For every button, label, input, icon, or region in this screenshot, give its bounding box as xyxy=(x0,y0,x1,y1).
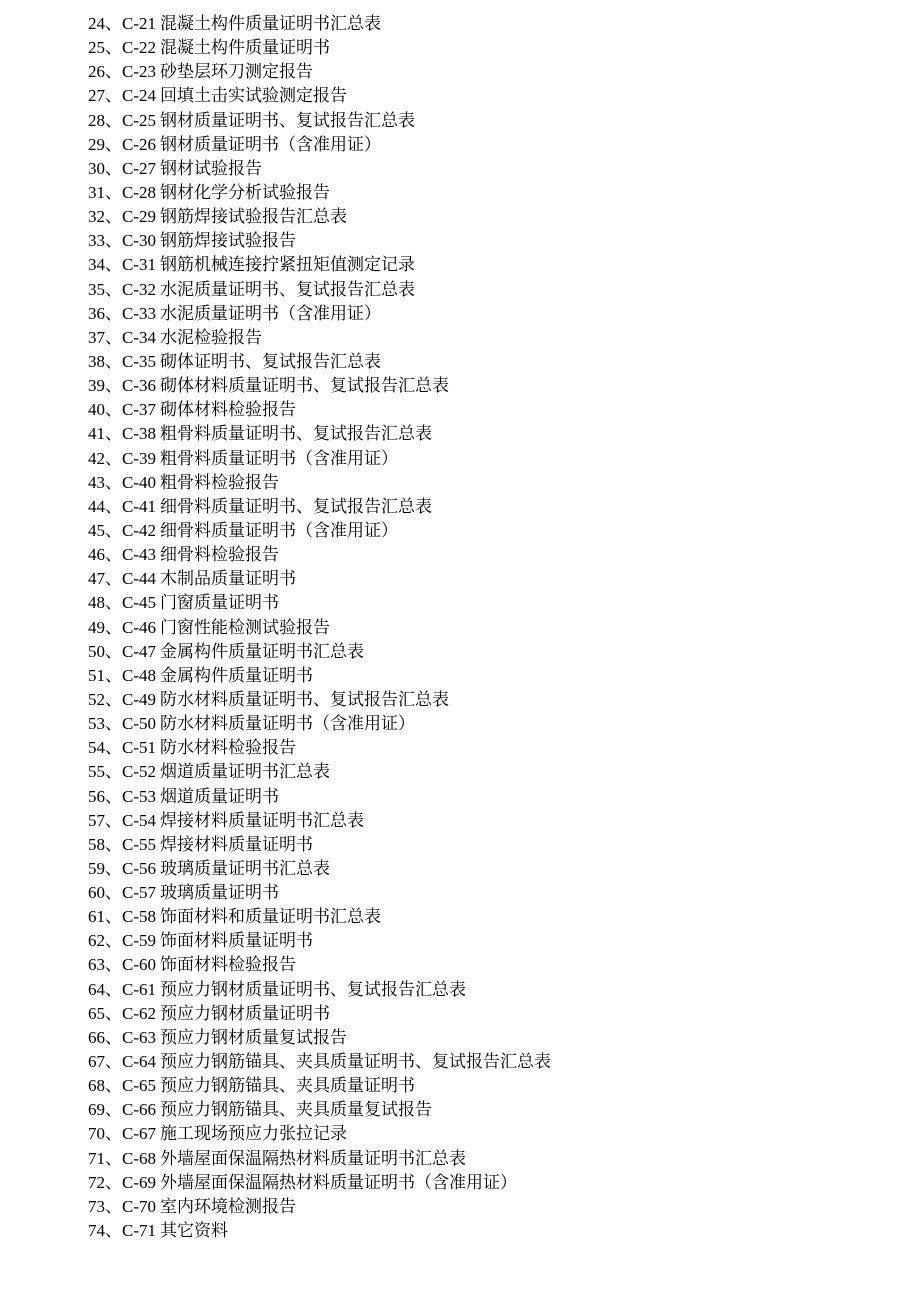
item-code: C-58 xyxy=(122,907,156,927)
item-number: 66 xyxy=(88,1027,105,1047)
list-item xyxy=(88,881,551,905)
item-number: 63 xyxy=(88,955,105,975)
item-separator: 、 xyxy=(105,762,122,782)
item-title: 预应力钢筋锚具、夹具质量复试报告 xyxy=(160,1100,432,1120)
list-item xyxy=(88,229,551,253)
item-code: C-61 xyxy=(122,979,156,999)
item-separator: 、 xyxy=(105,858,122,878)
list-item xyxy=(88,398,551,422)
item-title: 砂垫层环刀测定报告 xyxy=(160,62,313,82)
list-item xyxy=(88,616,551,640)
list-item xyxy=(88,350,551,374)
item-title: 防水材料检验报告 xyxy=(160,738,296,758)
item-title: 砌体材料质量证明书、复试报告汇总表 xyxy=(160,376,449,396)
item-separator: 、 xyxy=(105,665,122,685)
list-item xyxy=(88,736,551,760)
item-separator: 、 xyxy=(105,545,122,565)
item-number: 50 xyxy=(88,641,105,661)
list-item xyxy=(88,447,551,471)
item-number: 68 xyxy=(88,1076,105,1096)
item-code: C-59 xyxy=(122,931,156,951)
list-item xyxy=(88,157,551,181)
item-title: 钢材质量证明书、复试报告汇总表 xyxy=(160,110,415,130)
list-item xyxy=(88,278,551,302)
item-separator: 、 xyxy=(105,520,122,540)
list-item xyxy=(88,205,551,229)
item-separator: 、 xyxy=(105,1003,122,1023)
list-item xyxy=(88,760,551,784)
item-number: 34 xyxy=(88,255,105,275)
item-code: C-44 xyxy=(122,569,156,589)
item-number: 65 xyxy=(88,1003,105,1023)
item-separator: 、 xyxy=(105,424,122,444)
item-title: 粗骨料质量证明书（含准用证） xyxy=(160,448,398,468)
list-item xyxy=(88,1195,551,1219)
item-separator: 、 xyxy=(105,110,122,130)
item-number: 33 xyxy=(88,231,105,251)
item-code: C-52 xyxy=(122,762,156,782)
list-item xyxy=(88,422,551,446)
list-item xyxy=(88,1098,551,1122)
item-code: C-70 xyxy=(122,1196,156,1216)
item-number: 51 xyxy=(88,665,105,685)
item-title: 水泥质量证明书、复试报告汇总表 xyxy=(160,279,415,299)
item-code: C-54 xyxy=(122,810,156,830)
item-code: C-25 xyxy=(122,110,156,130)
item-code: C-65 xyxy=(122,1076,156,1096)
item-code: C-33 xyxy=(122,303,156,323)
item-separator: 、 xyxy=(105,303,122,323)
item-number: 32 xyxy=(88,207,105,227)
item-code: C-64 xyxy=(122,1052,156,1072)
item-title: 外墙屋面保温隔热材料质量证明书汇总表 xyxy=(160,1148,466,1168)
item-title: 预应力钢材质量证明书 xyxy=(160,1003,330,1023)
item-number: 72 xyxy=(88,1172,105,1192)
item-title: 烟道质量证明书汇总表 xyxy=(160,762,330,782)
list-item xyxy=(88,1122,551,1146)
item-number: 45 xyxy=(88,520,105,540)
list-item xyxy=(88,36,551,60)
list-item xyxy=(88,495,551,519)
item-title: 钢材质量证明书（含准用证） xyxy=(160,134,381,154)
item-title: 玻璃质量证明书 xyxy=(160,883,279,903)
item-separator: 、 xyxy=(105,931,122,951)
item-title: 细骨料质量证明书（含准用证） xyxy=(160,520,398,540)
item-code: C-40 xyxy=(122,472,156,492)
item-number: 62 xyxy=(88,931,105,951)
item-separator: 、 xyxy=(105,327,122,347)
item-separator: 、 xyxy=(105,158,122,178)
item-title: 混凝土构件质量证明书汇总表 xyxy=(160,14,381,33)
item-code: C-34 xyxy=(122,327,156,347)
item-code: C-35 xyxy=(122,351,156,371)
item-separator: 、 xyxy=(105,1100,122,1120)
item-separator: 、 xyxy=(105,834,122,854)
list-item xyxy=(88,471,551,495)
list-item xyxy=(88,833,551,857)
item-code: C-22 xyxy=(122,38,156,58)
list-item xyxy=(88,809,551,833)
item-number: 39 xyxy=(88,376,105,396)
list-item xyxy=(88,1219,551,1243)
item-separator: 、 xyxy=(105,62,122,82)
item-number: 56 xyxy=(88,786,105,806)
item-separator: 、 xyxy=(105,1124,122,1144)
list-item xyxy=(88,664,551,688)
item-code: C-39 xyxy=(122,448,156,468)
item-separator: 、 xyxy=(105,1076,122,1096)
list-item xyxy=(88,929,551,953)
item-code: C-56 xyxy=(122,858,156,878)
item-separator: 、 xyxy=(105,1148,122,1168)
item-title: 砌体证明书、复试报告汇总表 xyxy=(160,351,381,371)
list-item xyxy=(88,133,551,157)
item-title: 水泥质量证明书（含准用证） xyxy=(160,303,381,323)
item-code: C-28 xyxy=(122,182,156,202)
item-code: C-24 xyxy=(122,86,156,106)
item-number: 41 xyxy=(88,424,105,444)
item-separator: 、 xyxy=(105,593,122,613)
item-title: 饰面材料和质量证明书汇总表 xyxy=(160,907,381,927)
item-title: 钢筋机械连接拧紧扭矩值测定记录 xyxy=(160,255,415,275)
list-item xyxy=(88,12,551,36)
list-item xyxy=(88,1002,551,1026)
item-separator: 、 xyxy=(105,1221,122,1241)
item-separator: 、 xyxy=(105,351,122,371)
item-title: 粗骨料检验报告 xyxy=(160,472,279,492)
item-separator: 、 xyxy=(105,472,122,492)
list-item xyxy=(88,978,551,1002)
item-title: 木制品质量证明书 xyxy=(160,569,296,589)
list-item xyxy=(88,1026,551,1050)
item-title: 回填土击实试验测定报告 xyxy=(160,86,347,106)
document-list xyxy=(88,12,551,1243)
item-separator: 、 xyxy=(105,1196,122,1216)
list-item xyxy=(88,1147,551,1171)
item-code: C-55 xyxy=(122,834,156,854)
item-number: 60 xyxy=(88,883,105,903)
item-code: C-45 xyxy=(122,593,156,613)
item-number: 40 xyxy=(88,400,105,420)
item-separator: 、 xyxy=(105,689,122,709)
item-number: 42 xyxy=(88,448,105,468)
item-separator: 、 xyxy=(105,569,122,589)
item-number: 48 xyxy=(88,593,105,613)
item-number: 53 xyxy=(88,714,105,734)
list-item xyxy=(88,857,551,881)
item-title: 预应力钢筋锚具、夹具质量证明书、复试报告汇总表 xyxy=(160,1052,551,1072)
item-number: 64 xyxy=(88,979,105,999)
item-code: C-26 xyxy=(122,134,156,154)
item-title: 饰面材料检验报告 xyxy=(160,955,296,975)
item-code: C-48 xyxy=(122,665,156,685)
list-item xyxy=(88,567,551,591)
item-code: C-46 xyxy=(122,617,156,637)
item-number: 49 xyxy=(88,617,105,637)
item-separator: 、 xyxy=(105,1027,122,1047)
item-code: C-47 xyxy=(122,641,156,661)
item-number: 57 xyxy=(88,810,105,830)
list-item xyxy=(88,953,551,977)
item-code: C-23 xyxy=(122,62,156,82)
item-separator: 、 xyxy=(105,714,122,734)
item-separator: 、 xyxy=(105,883,122,903)
item-number: 26 xyxy=(88,62,105,82)
list-item xyxy=(88,84,551,108)
item-title: 金属构件质量证明书 xyxy=(160,665,313,685)
list-item xyxy=(88,591,551,615)
item-number: 74 xyxy=(88,1221,105,1241)
item-separator: 、 xyxy=(105,14,122,33)
item-separator: 、 xyxy=(105,496,122,516)
item-number: 70 xyxy=(88,1124,105,1144)
item-number: 43 xyxy=(88,472,105,492)
item-code: C-27 xyxy=(122,158,156,178)
item-code: C-42 xyxy=(122,520,156,540)
list-item xyxy=(88,109,551,133)
item-code: C-57 xyxy=(122,883,156,903)
item-title: 防水材料质量证明书、复试报告汇总表 xyxy=(160,689,449,709)
list-item xyxy=(88,785,551,809)
item-number: 24 xyxy=(88,14,105,33)
list-item xyxy=(88,374,551,398)
list-item xyxy=(88,302,551,326)
item-code: C-67 xyxy=(122,1124,156,1144)
item-title: 细骨料质量证明书、复试报告汇总表 xyxy=(160,496,432,516)
list-item xyxy=(88,326,551,350)
item-title: 烟道质量证明书 xyxy=(160,786,279,806)
item-separator: 、 xyxy=(105,907,122,927)
item-code: C-21 xyxy=(122,14,156,33)
item-code: C-63 xyxy=(122,1027,156,1047)
item-number: 54 xyxy=(88,738,105,758)
item-number: 61 xyxy=(88,907,105,927)
item-title: 其它资料 xyxy=(160,1221,228,1241)
item-number: 35 xyxy=(88,279,105,299)
list-item xyxy=(88,905,551,929)
item-separator: 、 xyxy=(105,979,122,999)
item-separator: 、 xyxy=(105,38,122,58)
item-separator: 、 xyxy=(105,810,122,830)
item-number: 28 xyxy=(88,110,105,130)
item-separator: 、 xyxy=(105,448,122,468)
item-code: C-68 xyxy=(122,1148,156,1168)
item-code: C-53 xyxy=(122,786,156,806)
item-code: C-41 xyxy=(122,496,156,516)
list-item xyxy=(88,1050,551,1074)
item-number: 25 xyxy=(88,38,105,58)
list-item xyxy=(88,712,551,736)
item-separator: 、 xyxy=(105,1172,122,1192)
item-number: 30 xyxy=(88,158,105,178)
list-item xyxy=(88,543,551,567)
item-number: 31 xyxy=(88,182,105,202)
item-title: 粗骨料质量证明书、复试报告汇总表 xyxy=(160,424,432,444)
item-title: 焊接材料质量证明书汇总表 xyxy=(160,810,364,830)
item-separator: 、 xyxy=(105,279,122,299)
item-number: 52 xyxy=(88,689,105,709)
item-separator: 、 xyxy=(105,786,122,806)
item-number: 46 xyxy=(88,545,105,565)
item-code: C-37 xyxy=(122,400,156,420)
item-code: C-69 xyxy=(122,1172,156,1192)
item-separator: 、 xyxy=(105,207,122,227)
item-number: 73 xyxy=(88,1196,105,1216)
item-title: 金属构件质量证明书汇总表 xyxy=(160,641,364,661)
item-title: 外墙屋面保温隔热材料质量证明书（含准用证） xyxy=(160,1172,517,1192)
item-separator: 、 xyxy=(105,255,122,275)
item-code: C-66 xyxy=(122,1100,156,1120)
item-title: 门窗质量证明书 xyxy=(160,593,279,613)
item-separator: 、 xyxy=(105,182,122,202)
item-title: 室内环境检测报告 xyxy=(160,1196,296,1216)
item-title: 砌体材料检验报告 xyxy=(160,400,296,420)
item-separator: 、 xyxy=(105,738,122,758)
item-title: 饰面材料质量证明书 xyxy=(160,931,313,951)
item-title: 细骨料检验报告 xyxy=(160,545,279,565)
list-item xyxy=(88,640,551,664)
item-code: C-32 xyxy=(122,279,156,299)
list-item xyxy=(88,1074,551,1098)
item-code: C-62 xyxy=(122,1003,156,1023)
item-title: 防水材料质量证明书（含准用证） xyxy=(160,714,415,734)
item-number: 38 xyxy=(88,351,105,371)
item-number: 58 xyxy=(88,834,105,854)
item-code: C-60 xyxy=(122,955,156,975)
item-code: C-38 xyxy=(122,424,156,444)
item-separator: 、 xyxy=(105,641,122,661)
list-item xyxy=(88,519,551,543)
item-title: 预应力钢材质量证明书、复试报告汇总表 xyxy=(160,979,466,999)
item-title: 钢材试验报告 xyxy=(160,158,262,178)
item-code: C-71 xyxy=(122,1221,156,1241)
item-number: 55 xyxy=(88,762,105,782)
item-separator: 、 xyxy=(105,955,122,975)
item-code: C-30 xyxy=(122,231,156,251)
item-number: 36 xyxy=(88,303,105,323)
item-separator: 、 xyxy=(105,86,122,106)
item-separator: 、 xyxy=(105,231,122,251)
item-code: C-31 xyxy=(122,255,156,275)
item-number: 29 xyxy=(88,134,105,154)
item-title: 钢筋焊接试验报告汇总表 xyxy=(160,207,347,227)
list-item xyxy=(88,1171,551,1195)
item-code: C-49 xyxy=(122,689,156,709)
item-code: C-51 xyxy=(122,738,156,758)
item-number: 69 xyxy=(88,1100,105,1120)
item-code: C-43 xyxy=(122,545,156,565)
item-title: 预应力钢筋锚具、夹具质量证明书 xyxy=(160,1076,415,1096)
item-number: 71 xyxy=(88,1148,105,1168)
item-separator: 、 xyxy=(105,617,122,637)
item-number: 47 xyxy=(88,569,105,589)
item-separator: 、 xyxy=(105,376,122,396)
item-separator: 、 xyxy=(105,400,122,420)
item-number: 37 xyxy=(88,327,105,347)
list-item xyxy=(88,60,551,84)
item-title: 钢筋焊接试验报告 xyxy=(160,231,296,251)
item-separator: 、 xyxy=(105,134,122,154)
item-title: 施工现场预应力张拉记录 xyxy=(160,1124,347,1144)
list-item xyxy=(88,181,551,205)
item-title: 玻璃质量证明书汇总表 xyxy=(160,858,330,878)
item-number: 59 xyxy=(88,858,105,878)
item-code: C-36 xyxy=(122,376,156,396)
item-number: 67 xyxy=(88,1052,105,1072)
item-title: 水泥检验报告 xyxy=(160,327,262,347)
item-title: 焊接材料质量证明书 xyxy=(160,834,313,854)
list-item xyxy=(88,253,551,277)
item-separator: 、 xyxy=(105,1052,122,1072)
item-number: 44 xyxy=(88,496,105,516)
list-item xyxy=(88,688,551,712)
item-title: 钢材化学分析试验报告 xyxy=(160,182,330,202)
item-title: 门窗性能检测试验报告 xyxy=(160,617,330,637)
item-title: 预应力钢材质量复试报告 xyxy=(160,1027,347,1047)
item-code: C-50 xyxy=(122,714,156,734)
item-title: 混凝土构件质量证明书 xyxy=(160,38,330,58)
item-number: 27 xyxy=(88,86,105,106)
item-code: C-29 xyxy=(122,207,156,227)
